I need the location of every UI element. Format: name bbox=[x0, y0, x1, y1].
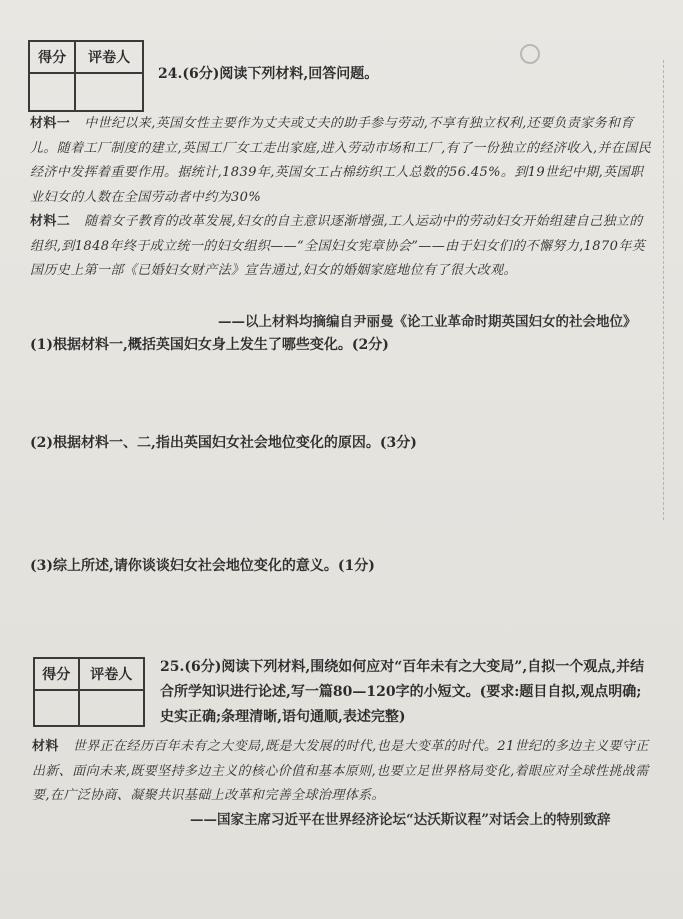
score-table-q24 bbox=[28, 40, 144, 112]
score-label: 得分 bbox=[34, 658, 79, 690]
q25-material-tag: 材料 bbox=[32, 739, 59, 754]
score-table-q25 bbox=[33, 657, 145, 727]
q25-source: ——国家主席习近平在世界经济论坛“达沃斯议程”对话会上的特别致辞 bbox=[190, 812, 611, 828]
material2-tag: 材料二 bbox=[30, 214, 71, 229]
q24-sub1: (1)根据材料一,概括英国妇女身上发生了哪些变化。(2分) bbox=[30, 337, 389, 353]
q24-sub3: (3)综上所述,请你谈谈妇女社会地位变化的意义。(1分) bbox=[30, 558, 375, 574]
grader-cell bbox=[79, 690, 144, 726]
grader-label: 评卷人 bbox=[75, 41, 143, 73]
material1-tag: 材料一 bbox=[30, 116, 71, 131]
circle-mark-icon bbox=[520, 44, 540, 64]
score-cell bbox=[29, 73, 75, 111]
material2-text: 随着女子教育的改革发展,妇女的自主意识逐渐增强,工人运动中的劳动妇女开始组建自己独立的组织,到1848年终于成立统一的妇女组织——“全国妇女宪章协会”——由于妇女们的不懈努力,1870年英国历史上第一部《已婚妇女财产法》宣告通过,妇女的婚姻家庭地位有了很大改观。 bbox=[30, 214, 646, 278]
grader-cell bbox=[75, 73, 143, 111]
q25-heading: 25.(6分)阅读下列材料,围绕如何应对“百年未有之大变局”,自拟一个观点,并结合所学知识进行论述,写一篇80—120字的小短文。(要求:题目自拟,观点明确;史实正确;条理清晰,语句通顺,表述完整) bbox=[160, 659, 645, 725]
score-cell bbox=[34, 690, 79, 726]
q24-heading: 24.(6分)阅读下列材料,回答问题。 bbox=[158, 66, 379, 82]
grader-label: 评卷人 bbox=[79, 658, 144, 690]
q24-material2 bbox=[30, 210, 652, 284]
margin-line bbox=[663, 60, 665, 520]
q24-source: ——以上材料均摘编自尹丽曼《论工业革命时期英国妇女的社会地位》 bbox=[218, 314, 637, 330]
score-label: 得分 bbox=[29, 41, 75, 73]
q24-material1 bbox=[30, 112, 652, 210]
q25-material bbox=[32, 735, 654, 809]
material1-text: 中世纪以来,英国女性主要作为丈夫或丈夫的助手参与劳动,不享有独立权利,还要负责家务和育儿。随着工厂制度的建立,英国工厂女工走出家庭,进入劳动市场和工厂,有了一份独立的经济收入,并在国民经济中发挥着重要作用。据统计,1839年,英国女工占棉纺织工人总数的56.45%。到19世纪中期,英国职业妇女的人数在全国劳动者中约为30% bbox=[30, 116, 652, 205]
q24-sub2: (2)根据材料一、二,指出英国妇女社会地位变化的原因。(3分) bbox=[30, 435, 417, 451]
q25-material-text: 世界正在经历百年未有之大变局,既是大发展的时代,也是大变革的时代。21世纪的多边主义要守正出新、面向未来,既要坚持多边主义的核心价值和基本原则,也要立足世界格局变化,着眼应对全球性挑战需要,在广泛协商、凝聚共识基础上改革和完善全球治理体系。 bbox=[32, 739, 649, 803]
